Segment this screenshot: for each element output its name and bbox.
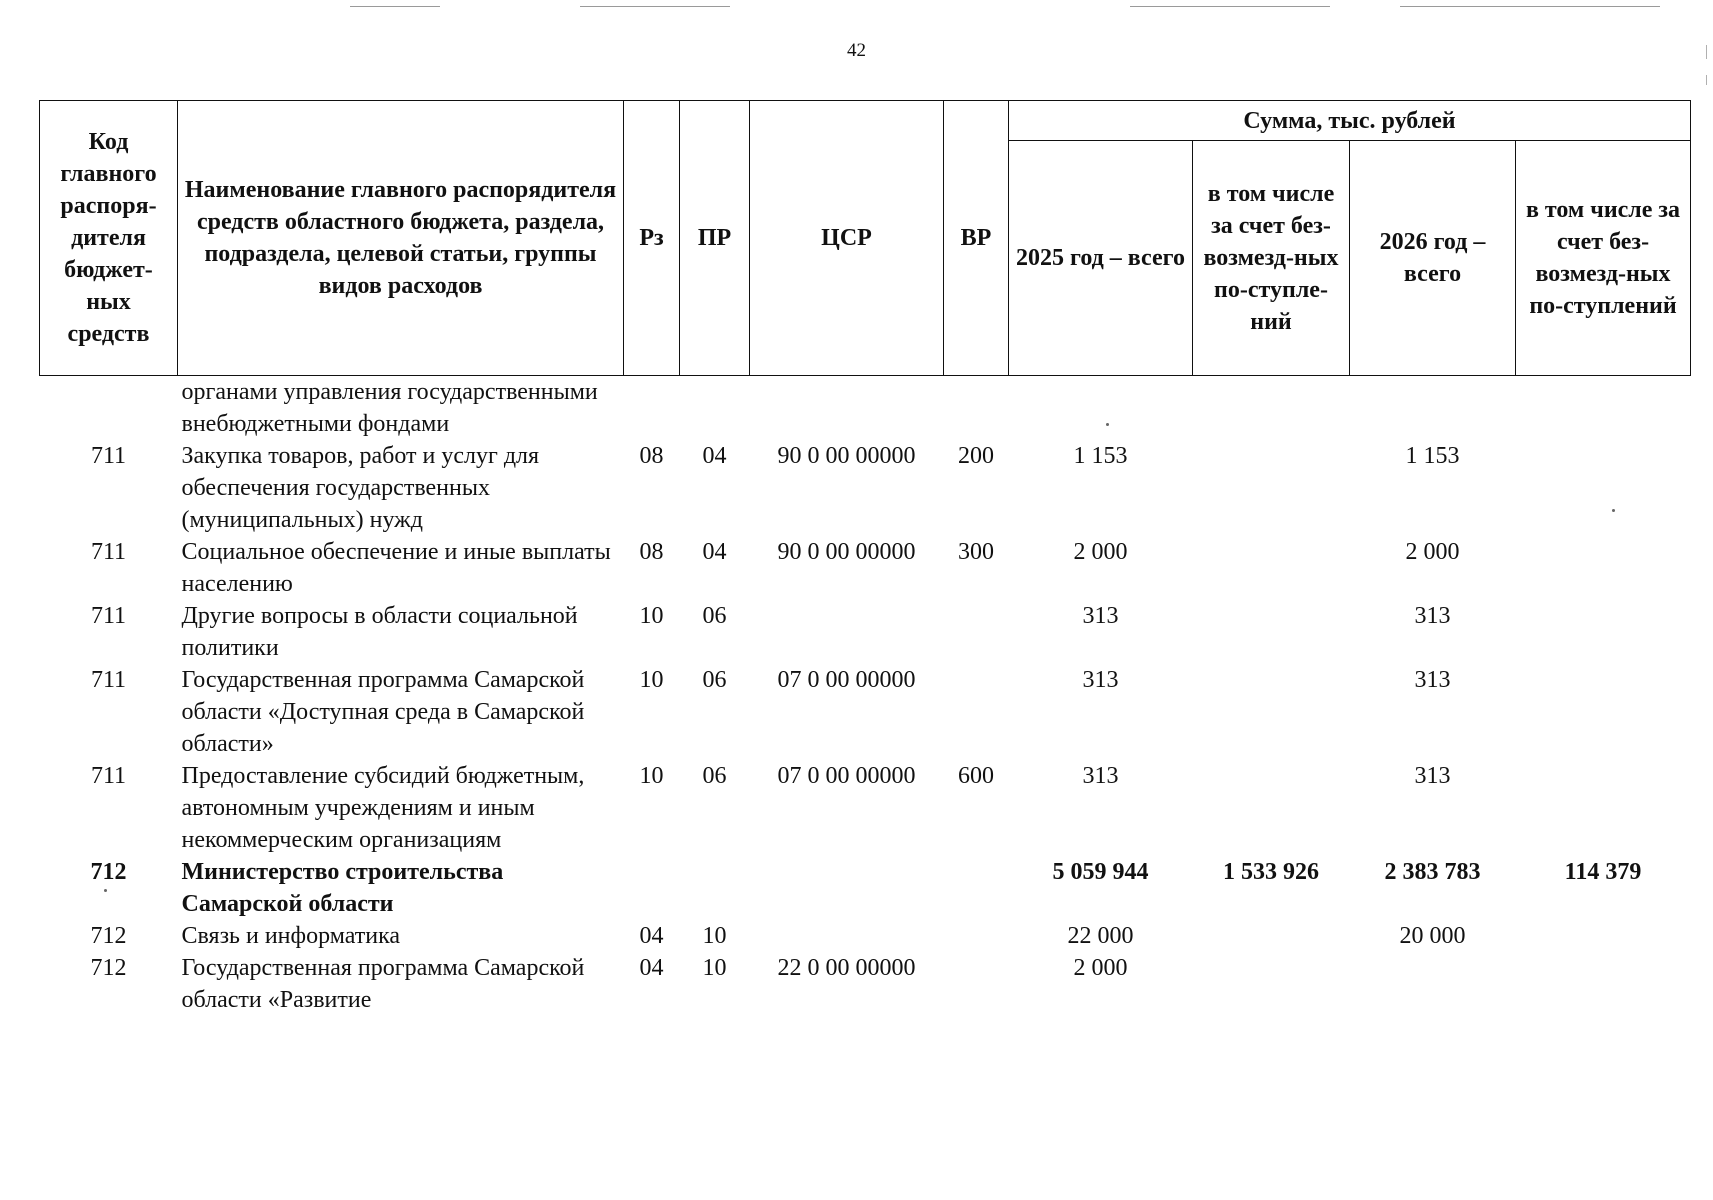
cell-rz: 10 <box>639 763 664 789</box>
cell-rz: 10 <box>639 667 664 693</box>
cell-gratuitous-2025 <box>1193 536 1350 600</box>
table-row <box>40 760 1691 856</box>
cell-gratuitous-2026: 114 379 <box>1564 859 1642 885</box>
table-row-ministry <box>40 856 1691 920</box>
cell-sum-2025: 2 000 <box>1073 539 1128 565</box>
scan-artifact-line <box>580 6 730 7</box>
cell-rz: 04 <box>639 955 664 981</box>
cell-name: Государственная программа Самарской области «Развитие <box>181 955 585 1013</box>
cell-sum-2026: 20 000 <box>1399 923 1466 949</box>
cell-sum-2026 <box>1350 952 1516 1016</box>
cell-pr: 06 <box>702 603 727 629</box>
header-csr: ЦСР <box>750 101 944 376</box>
cell-code: 711 <box>90 603 127 629</box>
cell-rz: 08 <box>639 539 664 565</box>
header-2026-gratuitous: в том числе за счет без-возмезд-ных по-ступлений <box>1516 141 1691 376</box>
cell-code: 711 <box>90 443 127 469</box>
cell-name: Закупка товаров, работ и услуг для обеспечения государственных (муниципальных) нужд <box>181 443 540 533</box>
cell-sum-2025 <box>1009 376 1193 441</box>
cell-sum-2025: 22 000 <box>1067 923 1134 949</box>
cell-pr: 06 <box>702 667 727 693</box>
budget-table <box>39 100 1691 1016</box>
cell-gratuitous-2025 <box>1193 664 1350 760</box>
table-header <box>40 101 1691 376</box>
cell-vr: 600 <box>958 763 994 789</box>
cell-sum-2025: 2 000 <box>1073 955 1128 981</box>
cell-gratuitous-2025 <box>1193 440 1350 536</box>
cell-pr: 06 <box>702 763 727 789</box>
cell-sum-2026: 313 <box>1414 667 1451 693</box>
cell-code: 711 <box>90 667 127 693</box>
cell-gratuitous-2026 <box>1516 600 1691 664</box>
scan-artifact-line <box>350 6 440 7</box>
cell-pr <box>680 376 750 441</box>
cell-sum-2026: 313 <box>1414 603 1451 629</box>
cell-pr: 04 <box>702 443 727 469</box>
cell-sum-2026: 1 153 <box>1405 443 1460 469</box>
header-name: Наименование главного распорядителя средств областного бюджета, раздела, подраздела, целевой статьи, группы видов расходов <box>178 101 624 376</box>
table-row <box>40 440 1691 536</box>
cell-sum-2025: 5 059 944 <box>1052 859 1149 885</box>
header-rz: Рз <box>624 101 680 376</box>
cell-gratuitous-2026 <box>1516 760 1691 856</box>
cell-vr <box>944 920 1009 952</box>
cell-pr <box>680 856 750 920</box>
cell-sum-2026: 313 <box>1414 763 1451 789</box>
cell-code: 712 <box>90 955 127 981</box>
cell-gratuitous-2026 <box>1516 664 1691 760</box>
cell-csr <box>750 856 944 920</box>
cell-vr <box>944 664 1009 760</box>
table-row <box>40 920 1691 952</box>
cell-sum-2025: 1 153 <box>1073 443 1128 469</box>
table-body <box>40 376 1691 1017</box>
cell-name: Государственная программа Самарской области «Доступная среда в Самарской области» <box>181 667 585 757</box>
header-2025-gratuitous: в том числе за счет без-возмезд-ных по-ступле-ний <box>1193 141 1350 376</box>
cell-csr: 90 0 00 00000 <box>777 443 916 469</box>
page-number: 42 <box>847 40 866 61</box>
cell-sum-2026 <box>1350 376 1516 441</box>
table-row <box>40 376 1691 441</box>
table-row <box>40 536 1691 600</box>
cell-code: 712 <box>90 923 127 949</box>
cell-gratuitous-2026 <box>1516 952 1691 1016</box>
cell-csr <box>750 600 944 664</box>
header-2025-total: 2025 год – всего <box>1009 141 1193 376</box>
cell-vr <box>944 600 1009 664</box>
cell-csr: 07 0 00 00000 <box>777 763 916 789</box>
cell-sum-2025: 313 <box>1082 667 1119 693</box>
cell-pr: 04 <box>702 539 727 565</box>
cell-vr <box>944 376 1009 441</box>
cell-code <box>40 376 178 441</box>
cell-csr <box>750 920 944 952</box>
cell-rz <box>624 376 680 441</box>
scan-speck <box>1106 423 1109 426</box>
scan-speck <box>104 889 107 892</box>
cell-name: Связь и информатика <box>181 923 401 949</box>
cell-vr <box>944 952 1009 1016</box>
table-row <box>40 600 1691 664</box>
cell-gratuitous-2025 <box>1193 376 1350 441</box>
cell-pr: 10 <box>702 923 727 949</box>
cell-gratuitous-2026 <box>1516 440 1691 536</box>
header-2026-total: 2026 год – всего <box>1350 141 1516 376</box>
cell-gratuitous-2025: 1 533 926 <box>1223 859 1319 885</box>
cell-name: Предоставление субсидий бюджетным, автономным учреждениям и иным некоммерческим организациям <box>181 763 585 853</box>
cell-csr: 90 0 00 00000 <box>777 539 916 565</box>
cell-name: органами управления государственными внебюджетными фондами <box>181 379 598 437</box>
cell-sum-2025: 313 <box>1082 603 1119 629</box>
cell-name: Министерство строительства Самарской области <box>181 859 504 917</box>
cell-gratuitous-2026 <box>1516 376 1691 441</box>
cell-gratuitous-2025 <box>1193 920 1350 952</box>
table-row <box>40 664 1691 760</box>
header-sum-group: Сумма, тыс. рублей <box>1009 101 1691 141</box>
cell-rz <box>624 856 680 920</box>
cell-sum-2026: 2 000 <box>1405 539 1460 565</box>
cell-gratuitous-2026 <box>1516 536 1691 600</box>
cell-gratuitous-2025 <box>1193 600 1350 664</box>
scan-speck <box>1612 509 1615 512</box>
cell-code: 712 <box>90 859 127 885</box>
cell-csr: 07 0 00 00000 <box>777 667 916 693</box>
cell-pr: 10 <box>702 955 727 981</box>
cell-code: 711 <box>90 539 127 565</box>
scan-artifact-line <box>1130 6 1330 7</box>
cell-rz: 10 <box>639 603 664 629</box>
cell-name: Другие вопросы в области социальной политики <box>181 603 578 661</box>
cell-rz: 08 <box>639 443 664 469</box>
cell-sum-2026: 2 383 783 <box>1384 859 1481 885</box>
scan-edge-mark <box>1706 75 1707 85</box>
cell-sum-2025: 313 <box>1082 763 1119 789</box>
cell-name: Социальное обеспечение и иные выплаты населению <box>181 539 611 597</box>
cell-gratuitous-2025 <box>1193 952 1350 1016</box>
cell-vr: 200 <box>958 443 994 469</box>
cell-csr: 22 0 00 00000 <box>777 955 916 981</box>
cell-csr <box>750 376 944 441</box>
cell-rz: 04 <box>639 923 664 949</box>
table-row <box>40 952 1691 1016</box>
scan-artifact-line <box>1400 6 1660 7</box>
cell-gratuitous-2026 <box>1516 920 1691 952</box>
cell-vr: 300 <box>958 539 994 565</box>
header-code: Код главного распоря-дителя бюджет-ных средств <box>40 101 178 376</box>
cell-code: 711 <box>90 763 127 789</box>
header-pr: ПР <box>680 101 750 376</box>
cell-gratuitous-2025 <box>1193 760 1350 856</box>
cell-vr <box>944 856 1009 920</box>
header-vr: ВР <box>944 101 1009 376</box>
